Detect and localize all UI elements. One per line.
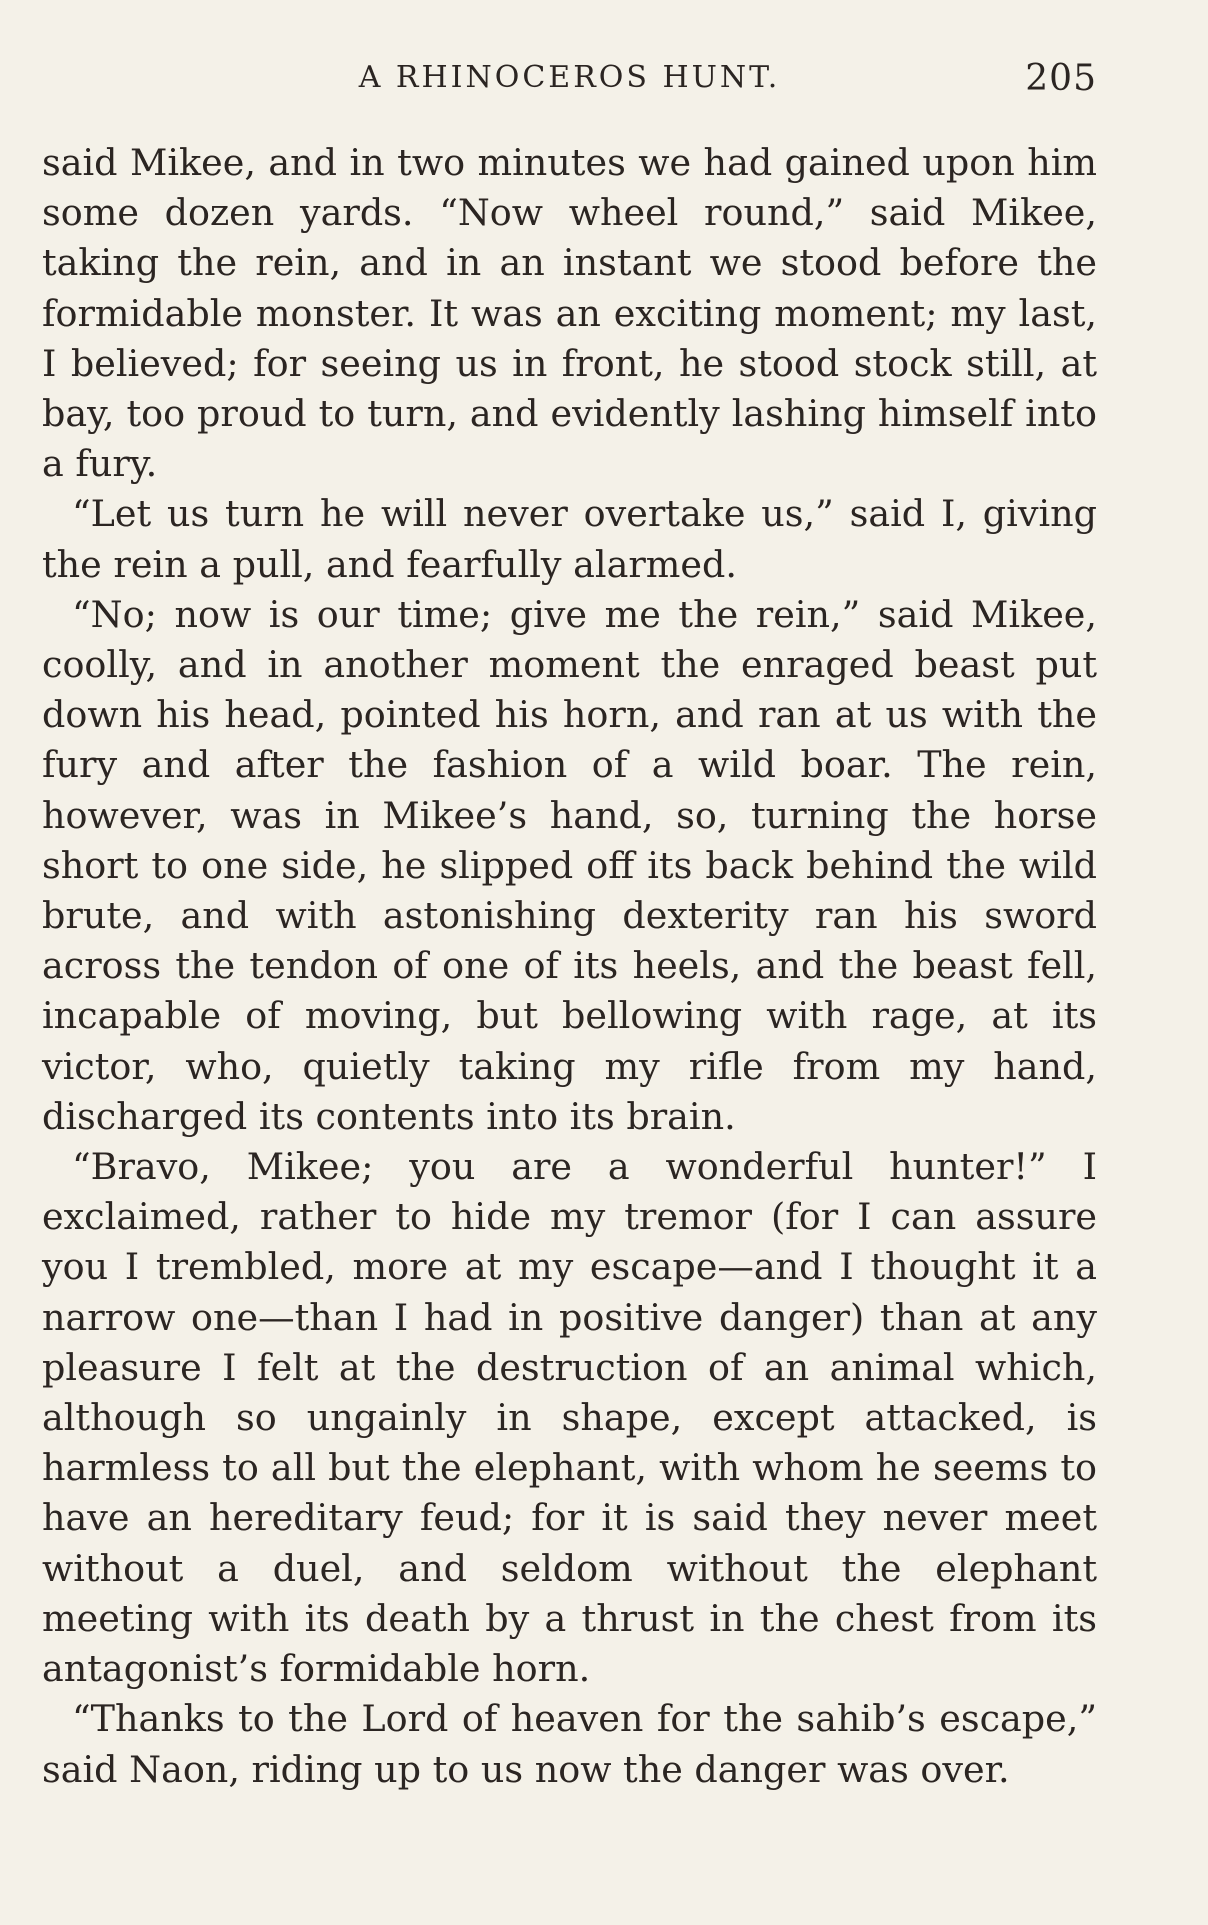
paragraph: “Let us turn he will never overtake us,” said I, giving the rein a pull, and fearfully alarmed. — [42, 492, 1097, 586]
running-header — [42, 50, 1097, 110]
running-title: A RHINOCEROS HUNT. — [358, 60, 781, 95]
book-page — [42, 50, 1097, 1795]
paragraph: “Bravo, Mikee; you are a wonderful hunter!” I exclaimed, rather to hide my tremor (for I can assure you I trembled, more at my escape—and I thought it a narrow one—than I had in positive danger) than at any pleasure I felt at the destruction of an animal which, although so ungainly in shape, except attacked, is harmless to all but the elephant, with whom he seems to have an hereditary feud; for it is said they never meet without a duel, and seldom without the elephant meeting with its death by a thrust in the chest from its antagonist’s formidable horn. — [42, 1145, 1097, 1691]
paragraph: “No; now is our time; give me the rein,” said Mikee, coolly, and in another moment the enraged beast put down his head, pointed his horn, and ran at us with the fury and after the fashion of a wild boar. The rein, however, was in Mikee’s hand, so, turning the horse short to one side, he slipped off its back behind the wild brute, and with astonishing dexterity ran his sword across the tendon of one of its heels, and the beast fell, incapable of moving, but bellowing with rage, at its victor, who, quietly taking my rifle from my hand, discharged its contents into its brain. — [42, 592, 1097, 1138]
body-text — [42, 138, 1097, 1795]
paragraph: “Thanks to the Lord of heaven for the sahib’s escape,” said Naon, riding up to us now the danger was over. — [42, 1697, 1097, 1791]
page-number: 205 — [1025, 58, 1097, 99]
paragraph: said Mikee, and in two minutes we had gained upon him some dozen yards. “Now wheel round,” said Mikee, taking the rein, and in an instant we stood before the formidable monster. It was an exciting moment; my last, I believed; for seeing us in front, he stood stock still, at bay, too proud to turn, and evidently lashing himself into a fury. — [42, 141, 1097, 486]
